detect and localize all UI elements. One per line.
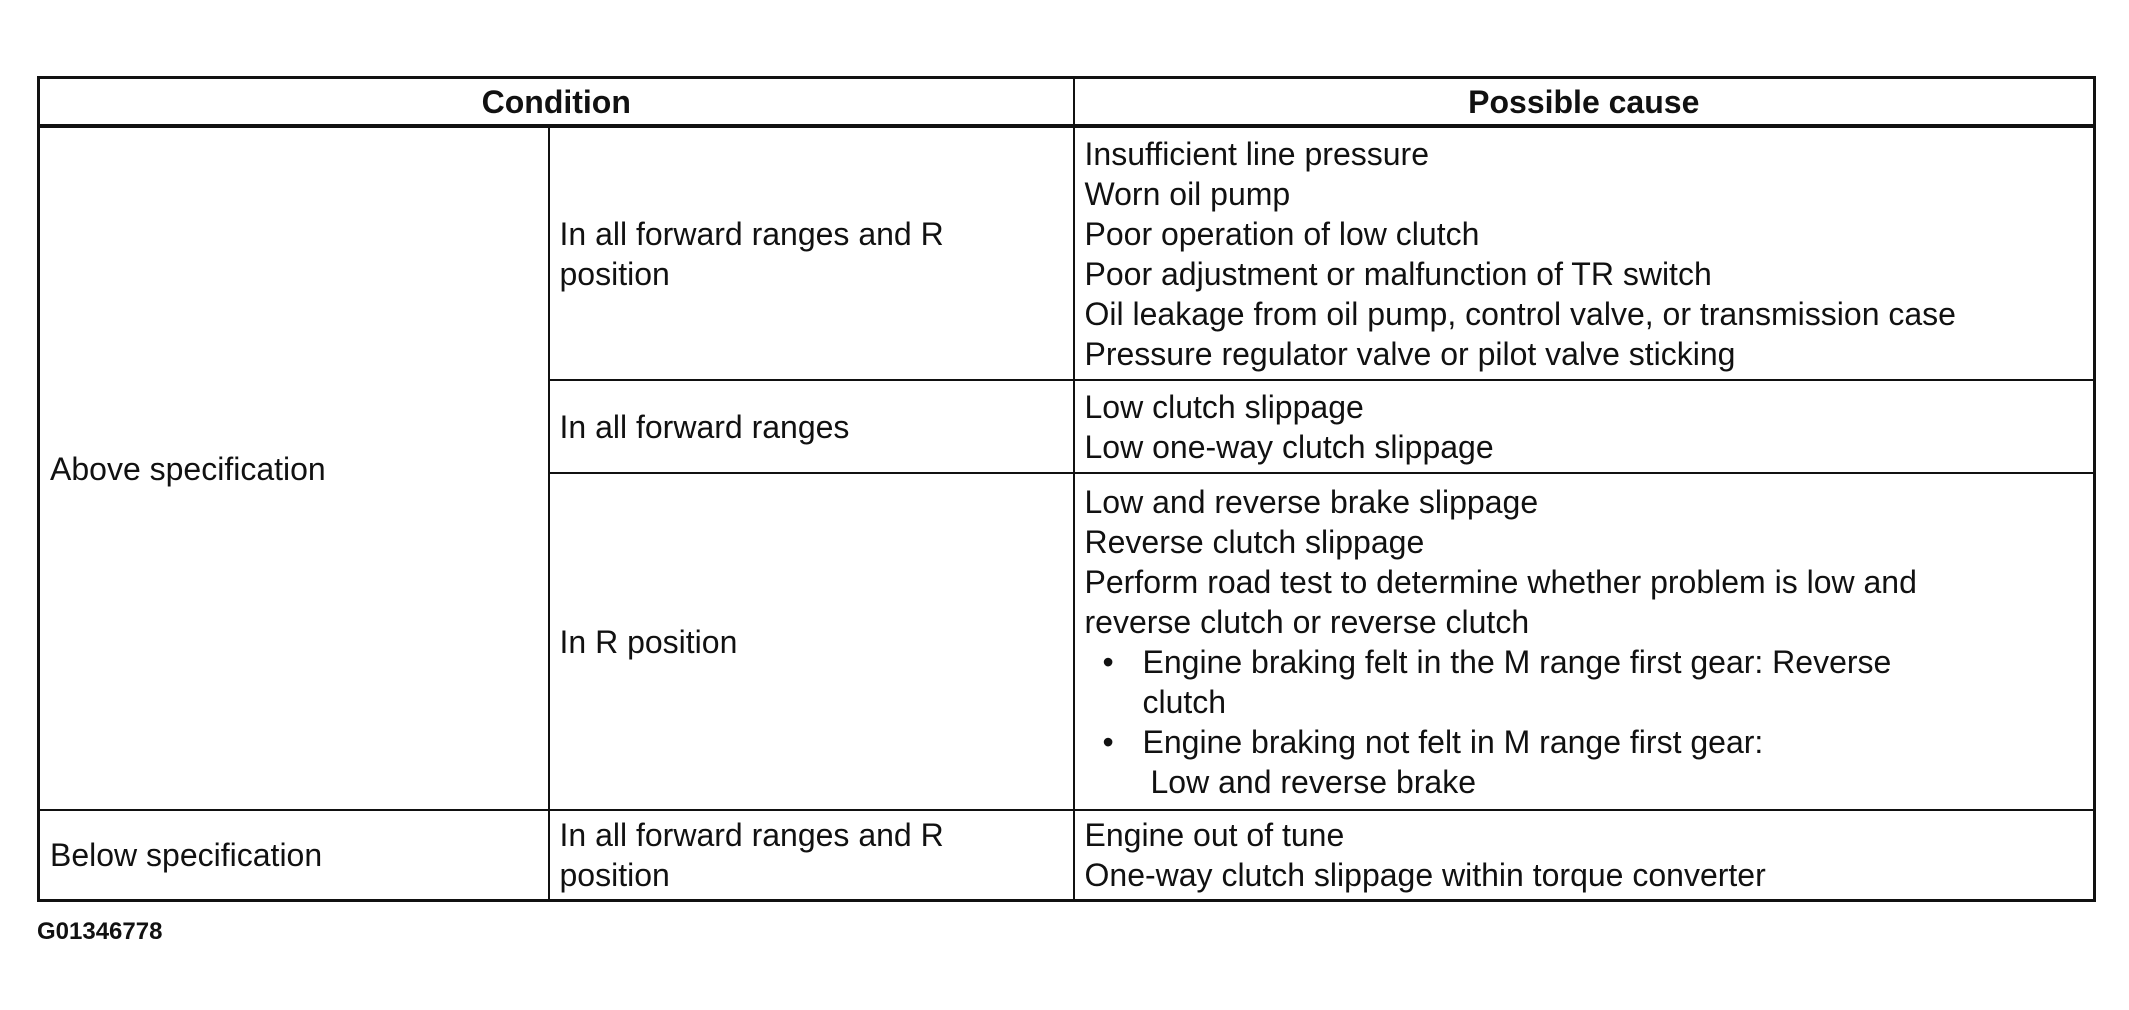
sub-condition-line: position	[559, 857, 670, 893]
figure-id: G01346778	[37, 918, 163, 945]
cause-line: Insufficient line pressure	[1084, 135, 1429, 172]
cause-cell	[1074, 380, 2095, 473]
cause-line: Oil leakage from oil pump, control valve, or transmission case	[1084, 295, 1956, 332]
table-row	[39, 810, 2095, 901]
sub-condition-cell	[549, 126, 1074, 380]
sub-condition-line: In all forward ranges	[559, 408, 850, 445]
sub-condition-line: In all forward ranges and R	[559, 817, 944, 853]
cause-line: One-way clutch slippage within torque converter	[1084, 857, 1766, 893]
sub-condition-line: position	[559, 255, 670, 292]
cause-line: reverse clutch or reverse clutch	[1084, 603, 1530, 640]
cause-line: Pressure regulator valve or pilot valve sticking	[1084, 335, 1736, 372]
sub-condition-line: In R position	[559, 623, 738, 660]
cause-cell	[1074, 810, 2095, 901]
cause-cell	[1074, 126, 2095, 380]
cause-line: Worn oil pump	[1084, 175, 1291, 212]
table-row	[39, 126, 2095, 380]
sub-condition-cell	[549, 380, 1074, 473]
cause-line: Reverse clutch slippage	[1084, 523, 1425, 560]
condition-header: Condition	[39, 78, 1074, 127]
bullet-line: Engine braking not felt in M range first gear:	[1142, 723, 1764, 760]
cause-line: Poor adjustment or malfunction of TR switch	[1084, 255, 1712, 292]
sub-condition-line: In all forward ranges and R	[559, 215, 944, 252]
bullet-line: Engine braking felt in the M range first gear: Reverse	[1142, 643, 1892, 680]
cause-cell	[1074, 473, 2095, 810]
diagnosis-table	[37, 76, 2096, 902]
condition-cell-below-spec: Below specification	[39, 810, 549, 901]
bullet-continuation-line: Low and reverse brake	[1150, 763, 1477, 800]
sub-condition-cell	[549, 473, 1074, 810]
condition-cell-above-spec: Above specification	[39, 126, 549, 810]
bullet-dot-icon: •	[1102, 643, 1114, 680]
bullet-dot-icon: •	[1102, 723, 1114, 760]
cause-line: Engine out of tune	[1084, 817, 1345, 853]
cause-line: Perform road test to determine whether problem is low and	[1084, 563, 1917, 600]
bullet-line: clutch	[1142, 683, 1227, 720]
cause-line: Low clutch slippage	[1084, 388, 1364, 425]
bullet-item	[1085, 722, 2084, 762]
sub-condition-cell	[549, 810, 1074, 901]
cause-line: Poor operation of low clutch	[1084, 215, 1480, 252]
bullet-item	[1085, 642, 2084, 722]
cause-line: Low and reverse brake slippage	[1084, 483, 1539, 520]
cause-line: Low one-way clutch slippage	[1084, 428, 1494, 465]
bullet-list	[1085, 642, 2084, 762]
possible-cause-header: Possible cause	[1074, 78, 2095, 127]
header-row	[39, 78, 2095, 127]
